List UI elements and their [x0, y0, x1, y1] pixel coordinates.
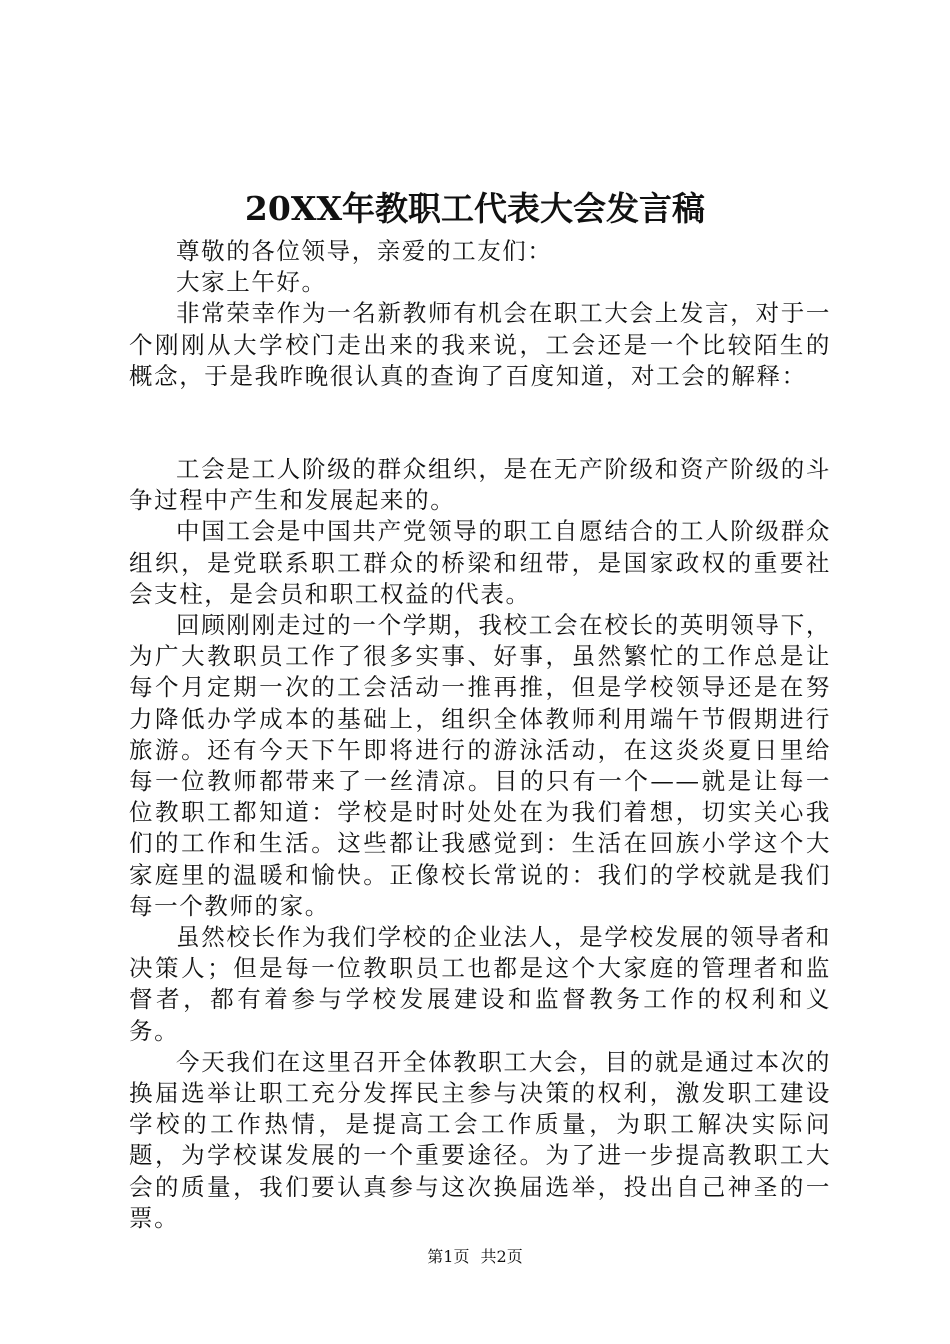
paragraph-greeting: 大家上午好。 [176, 268, 327, 297]
paragraph-review: 回顾刚刚走过的一个学期，我校工会在校长的英明领导下，为广大教职员工作了很多实事、好事，虽然繁忙的工作总是让每个月定期一次的工会活动一推再推，但是学校领导还是在努力降低办学成本的基础上，组织全体教师利用端午节假期进行旅游。还有今天下午即将进行的游泳活动，在这炎炎夏日里给每一位教师都带来了一丝清凉。目的只有一个——就是让每一位教职工都知道：学校是时时处处在为我们着想，切实关心我们的工作和生活。这些都让我感觉到：生活在回族小学这个大家庭里的温暖和愉快。正像校长常说的：我们的学校就是我们每一个教师的家。 [129, 611, 831, 920]
paragraph-salutation: 尊敬的各位领导，亲爱的工友们： [176, 237, 553, 265]
page-number-total: 共2页 [480, 1247, 523, 1266]
document-title: 20XX年教职工代表大会发言稿 [244, 189, 706, 228]
paragraph-intro: 非常荣幸作为一名新教师有机会在职工大会上发言，对于一个刚刚从大学校门走出来的我来说，工会还是一个比较陌生的概念，于是我昨晚很认真的查询了百度知道，对工会的解释： [129, 299, 831, 390]
paragraph-union-definition: 工会是工人阶级的群众组织，是在无产阶级和资产阶级的斗争过程中产生和发展起来的。 [129, 455, 831, 515]
document-body [129, 236, 831, 1234]
paragraph-election: 今天我们在这里召开全体教职工大会，目的就是通过本次的换届选举让职工充分发挥民主参与决策的权利，激发职工建设学校的工作热情，是提高工会工作质量，为职工解决实际问题，为学校谋发展的一个重要途径。为了进一步提高教职工大会的质量，我们要认真参与这次换届选举，投出自己神圣的一票。 [129, 1047, 831, 1232]
paragraph-china-union: 中国工会是中国共产党领导的职工自愿结合的工人阶级群众组织，是党联系职工群众的桥梁和纽带，是国家政权的重要社会支柱，是会员和职工权益的代表。 [129, 517, 831, 608]
blank-line [129, 392, 831, 454]
page-number-current: 第1页 [427, 1247, 470, 1266]
paragraph-principal: 虽然校长作为我们学校的企业法人，是学校发展的领导者和决策人；但是每一位教职员工也都是这个大家庭的管理者和监督者，都有着参与学校发展建设和监督教务工作的权利和义务。 [129, 923, 831, 1045]
page-footer [0, 1247, 950, 1267]
